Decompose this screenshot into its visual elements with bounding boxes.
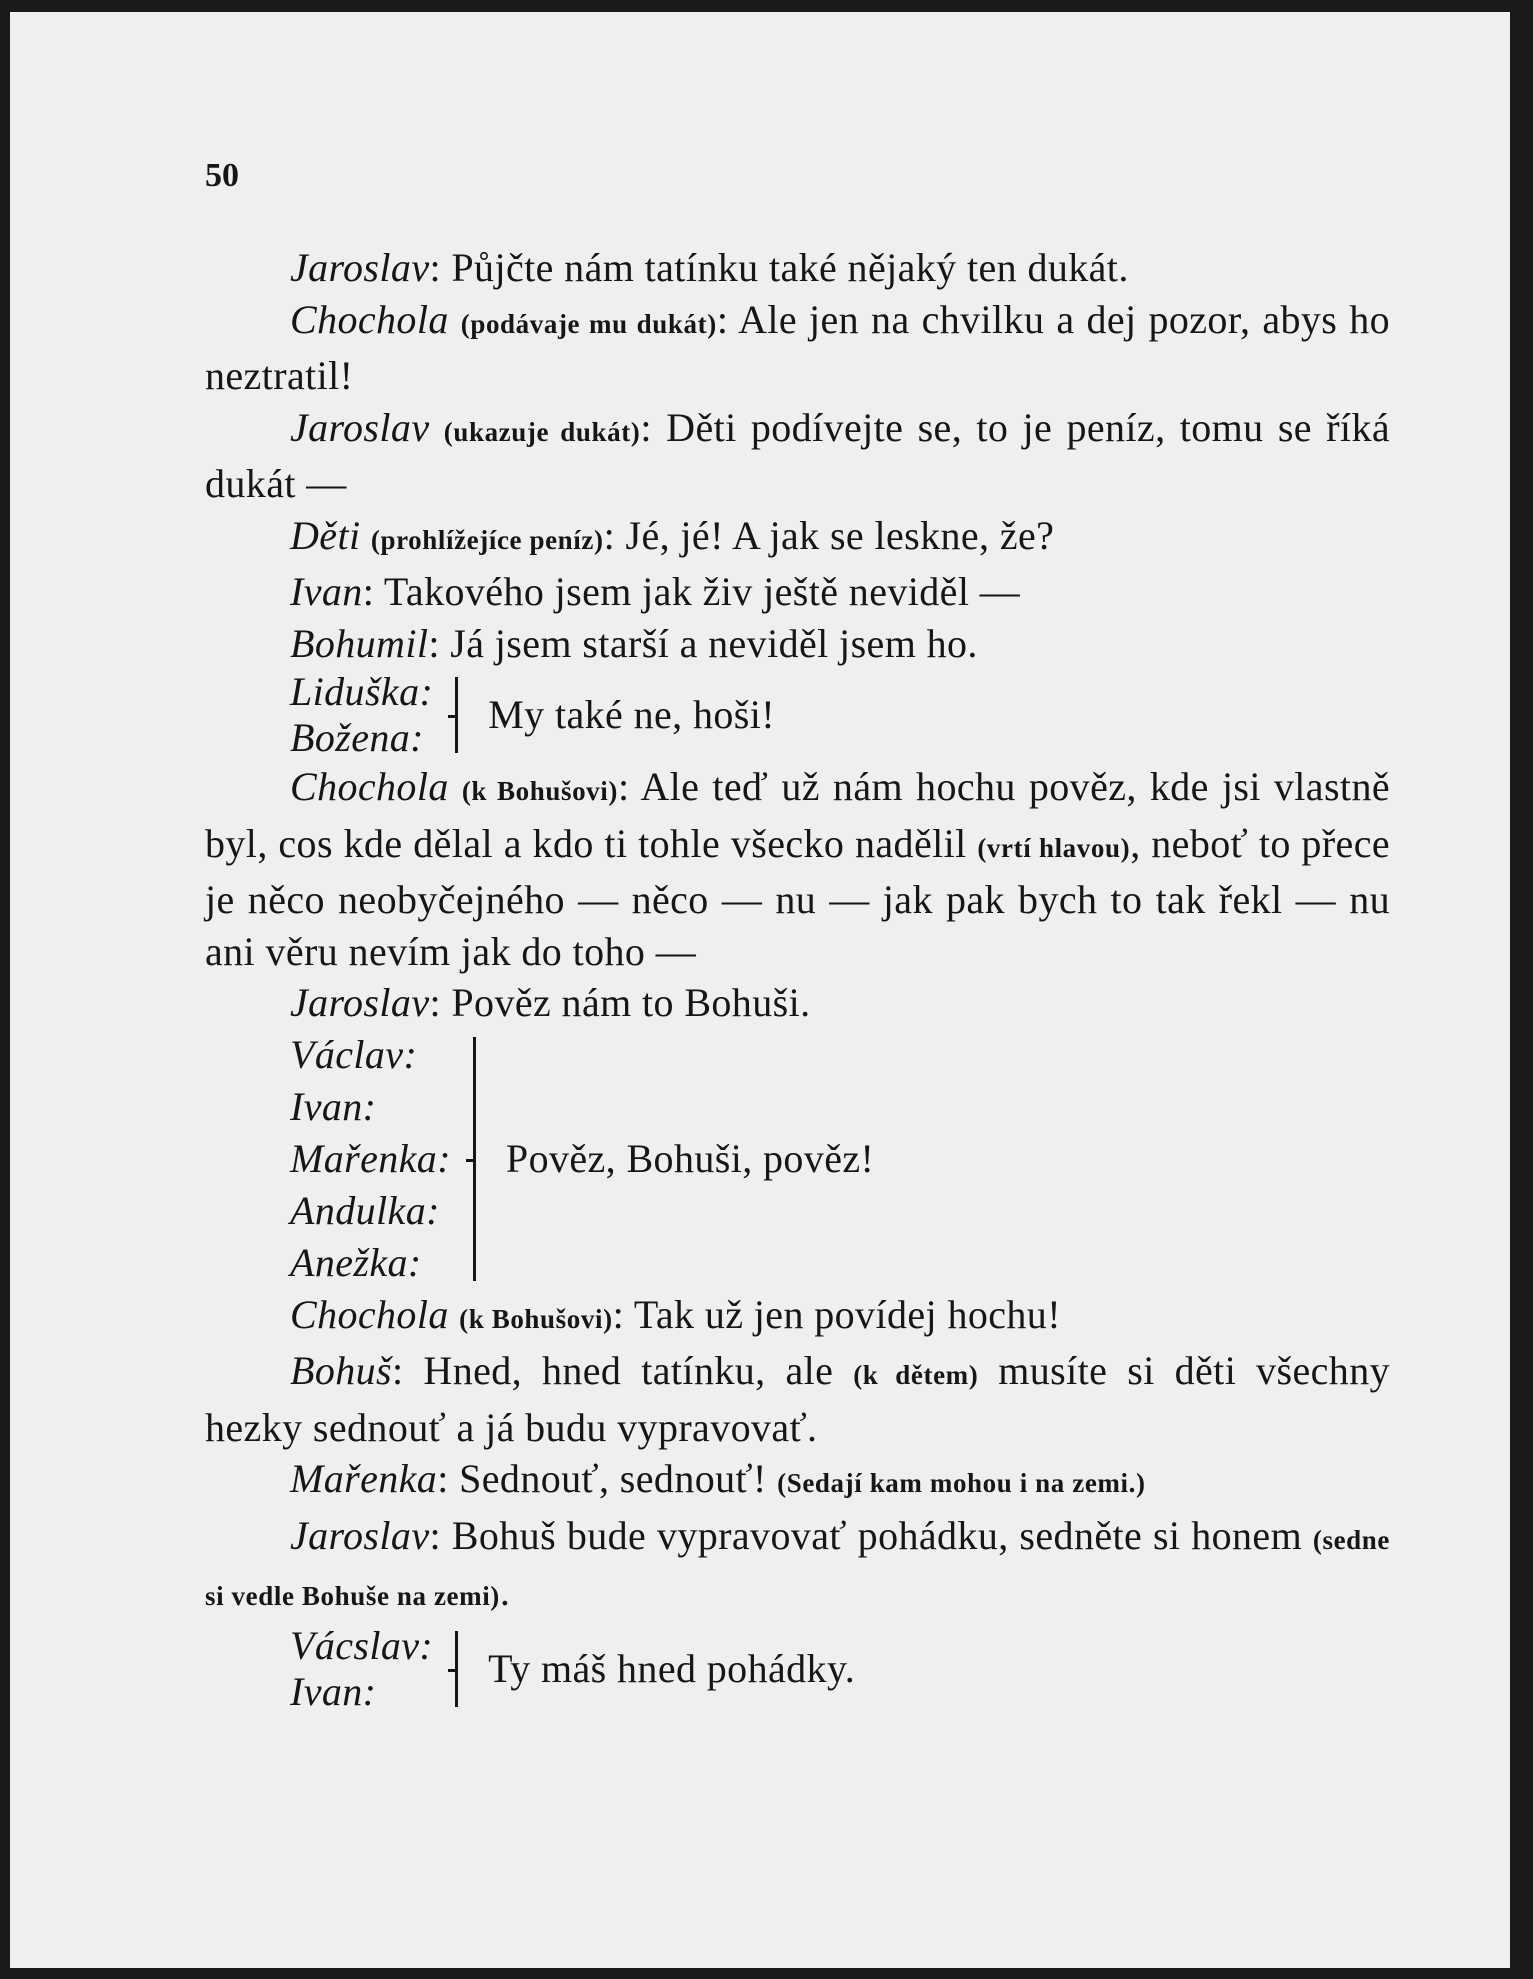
spoken-text: : Tak už jen povídej hochu! xyxy=(612,1291,1061,1337)
spoken-text: musíte si děti všechny hezky sednouť a já budu vypravovať. xyxy=(205,1348,1390,1450)
group-line: My také ne, hoši! xyxy=(488,692,775,737)
dialogue-line xyxy=(205,294,1390,402)
speaker-name: Bohuš xyxy=(290,1348,392,1393)
stage-direction: (k Bohušovi) xyxy=(459,1303,613,1334)
spoken-text xyxy=(449,1292,459,1337)
brace xyxy=(455,677,472,753)
speaker-name: Ivan: xyxy=(290,1083,377,1129)
group-line: Pověz, Bohuši, pověz! xyxy=(505,1135,875,1181)
dialogue-block-3 xyxy=(205,1289,1390,1623)
speaker-name: Chochola xyxy=(290,1291,449,1337)
dialogue-line xyxy=(205,1510,1390,1623)
spoken-text: : Jé, jé! A jak se leskne, že? xyxy=(603,512,1055,558)
spoken-text: : Ale teď už nám hochu pověz, kde jsi vlastně byl, cos kde dělal a kdo ti tohle všecko nadělil xyxy=(205,764,1390,866)
dialogue-line xyxy=(205,1345,1390,1453)
group-reply-2 xyxy=(290,1029,1390,1289)
dialogue-line xyxy=(205,566,1390,618)
speaker-name: Jaroslav xyxy=(290,245,430,290)
brace xyxy=(473,1037,490,1281)
dialogue-line xyxy=(205,1453,1390,1510)
group-reply-1 xyxy=(290,669,1390,761)
spoken-text xyxy=(449,297,461,342)
spoken-text: : Takového jsem jak živ ještě neviděl — xyxy=(362,569,1021,614)
stage-direction: (sedne si vedle Bohuše na zemi) xyxy=(205,1524,1390,1611)
dialogue-line xyxy=(205,242,1390,294)
spoken-text xyxy=(449,764,462,809)
dialogue-block-1 xyxy=(205,242,1390,669)
dialogue-line xyxy=(205,402,1390,510)
spoken-text xyxy=(360,513,370,558)
speaker-name: Ivan: xyxy=(290,1668,377,1714)
spoken-text: : Děti podívejte se, to je peníz, tomu se říká dukát — xyxy=(205,404,1390,506)
spoken-text: : Ale jen na chvilku a dej pozor, abys ho neztratil! xyxy=(205,296,1391,398)
spoken-text: : Bohuš bude vypravovať pohádku, sedněte si honem xyxy=(429,1512,1313,1558)
speaker-name: Ivan xyxy=(290,569,363,614)
spoken-text: : Půjčte nám tatínku také nějaký ten dukát. xyxy=(429,245,1129,290)
group-reply-3 xyxy=(290,1623,1390,1715)
stage-direction: (podávaje mu dukát) xyxy=(460,308,717,339)
speaker-name: Božena: xyxy=(290,715,424,760)
stage-direction: (Sedají kam mohou i na zemi.) xyxy=(777,1468,1146,1498)
stage-direction: (k Bohušovi) xyxy=(461,776,618,806)
speaker-name: Liduška: xyxy=(290,669,434,714)
stage-direction: (prohlížejíce peníz) xyxy=(370,524,604,555)
dialogue-text xyxy=(205,242,1390,1715)
group-speakers xyxy=(290,669,433,761)
speaker-name: Anežka: xyxy=(290,1239,422,1285)
stage-direction: (vrtí hlavou) xyxy=(977,832,1131,863)
stage-direction: (k dětem) xyxy=(853,1360,979,1390)
dialogue-line xyxy=(205,761,1390,977)
speaker-name: Vácslav: xyxy=(290,1622,434,1668)
dialogue-line xyxy=(205,1289,1390,1346)
stage-direction: (ukazuje dukát) xyxy=(443,416,641,447)
group-speakers xyxy=(290,1029,451,1289)
speaker-name: Děti xyxy=(290,512,361,558)
speaker-name: Andulka: xyxy=(290,1187,440,1233)
speaker-name: Bohumil xyxy=(290,620,429,666)
dialogue-line xyxy=(205,618,1390,670)
speaker-name: Chochola xyxy=(290,764,449,809)
speaker-name: Jaroslav xyxy=(290,1512,430,1558)
page-number: 50 xyxy=(205,157,239,194)
speaker-name: Jaroslav xyxy=(290,980,430,1025)
speaker-name: Václav: xyxy=(290,1031,418,1077)
dialogue-block-2 xyxy=(205,761,1390,1029)
group-line: Ty máš hned pohádky. xyxy=(488,1645,856,1691)
spoken-text: : Já jsem starší a neviděl jsem ho. xyxy=(428,620,978,666)
spoken-text: : Hned, hned tatínku, ale xyxy=(392,1348,854,1393)
spoken-text: , neboť to přece je něco neobyčejného — něco — nu — jak pak bych to tak řekl — nu ani věru nevím jak do toho — xyxy=(205,820,1391,974)
dialogue-line xyxy=(205,510,1390,567)
speaker-name: Mařenka xyxy=(290,1456,438,1501)
spoken-text: . xyxy=(499,1569,511,1614)
spoken-text xyxy=(429,405,443,450)
speaker-name: Jaroslav xyxy=(290,404,430,450)
spoken-text: : Pověz nám to Bohuši. xyxy=(429,980,811,1025)
group-speakers xyxy=(290,1623,433,1715)
dialogue-line xyxy=(205,977,1390,1029)
speaker-name: Chochola xyxy=(290,296,449,342)
spoken-text: : Sednouť, sednouť! xyxy=(437,1456,778,1501)
book-page xyxy=(10,12,1510,1968)
brace xyxy=(455,1631,472,1707)
speaker-name: Mařenka: xyxy=(290,1135,451,1181)
